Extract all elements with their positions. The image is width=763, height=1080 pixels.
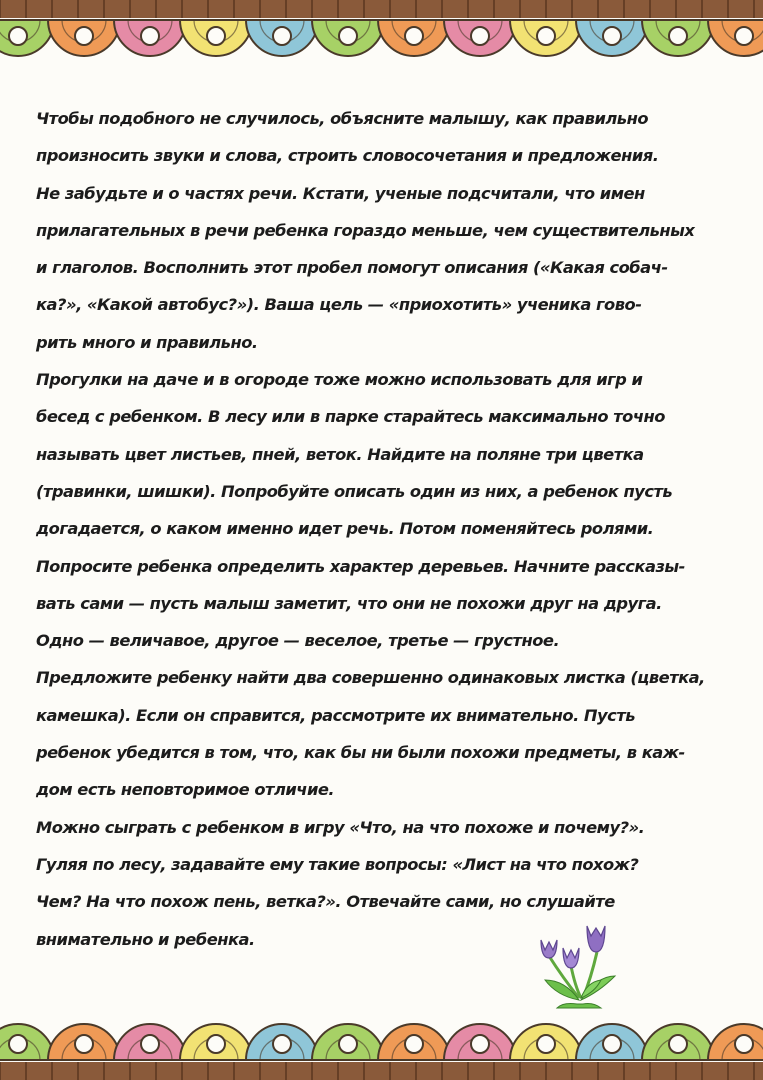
scallop-dot	[339, 1035, 357, 1053]
scallop-dot	[405, 27, 423, 45]
scallop-dot	[141, 1035, 159, 1053]
text-line: догадается, о каком именно идет речь. Потом поменяйтесь ролями.	[36, 519, 654, 539]
scallop-dot	[141, 27, 159, 45]
scallop-dot	[537, 27, 555, 45]
scallop-dot	[603, 27, 621, 45]
scallop-dot	[75, 1035, 93, 1053]
scallop-dot	[735, 27, 753, 45]
text-line: ребенок убедится в том, что, как бы ни были похожи предметы, в каж-	[36, 743, 685, 763]
scallop-dot	[273, 1035, 291, 1053]
text-line: Не забудьте и о частях речи. Кстати, ученые подсчитали, что имен	[36, 183, 645, 203]
text-line: камешка). Если он справится, рассмотрите их внимательно. Пусть	[36, 705, 636, 725]
scallop-dot	[207, 27, 225, 45]
bottom-scalloped-border	[0, 990, 763, 1080]
scallop-dot	[669, 1035, 687, 1053]
scallop-dot	[9, 27, 27, 45]
text-line: Одно — величавое, другое — веселое, третье — грустное.	[36, 631, 560, 651]
text-line: Можно сыграть с ребенком в игру «Что, на что похоже и почему?».	[36, 817, 645, 837]
scallop-dot	[9, 1035, 27, 1053]
scallop-dot	[735, 1035, 753, 1053]
text-line: Предложите ребенку найти два совершенно одинаковых листка (цветка,	[36, 668, 705, 688]
scallop-dot	[75, 27, 93, 45]
scallop-dot	[273, 27, 291, 45]
text-line: бесед с ребенком. В лесу или в парке старайтесь максимально точно	[36, 407, 665, 427]
scallop-dot	[339, 27, 357, 45]
text-line: Попросите ребенка определить характер деревьев. Начните рассказы-	[36, 556, 685, 576]
text-line: Чтобы подобного не случилось, объясните малышу, как правильно	[36, 109, 649, 128]
scallop-dot	[471, 27, 489, 45]
text-line: (травинки, шишки). Попробуйте описать один из них, а ребенок пусть	[36, 481, 673, 501]
text-line: Гуляя по лесу, задавайте ему такие вопросы: «Лист на что похож?	[36, 854, 639, 874]
text-line: Чем? На что похож пень, ветка?». Отвечайте сами, но слушайте	[36, 892, 615, 912]
scallop-dot	[207, 1035, 225, 1053]
scallop-dot	[537, 1035, 555, 1053]
text-line: рить много и правильно.	[36, 332, 258, 352]
text-line: произносить звуки и слова, строить словосочетания и предложения.	[36, 146, 659, 166]
text-line: ка?», «Какой автобус?»). Ваша цель — «приохотить» ученика гово-	[36, 295, 642, 315]
scallop-dot	[405, 1035, 423, 1053]
text-line: Прогулки на даче и в огороде тоже можно использовать для игр и	[36, 370, 643, 390]
scallop-dot	[603, 1035, 621, 1053]
article-text	[36, 100, 744, 958]
text-line: прилагательных в речи ребенка гораздо меньше, чем существительных	[36, 220, 695, 240]
text-line: и глаголов. Восполнить этот пробел помогут описания («Какая собач-	[36, 258, 668, 278]
text-line: вать сами — пусть малыш заметит, что они не похожи друг на друга.	[36, 593, 662, 613]
scallop-dot	[471, 1035, 489, 1053]
text-line: внимательно и ребенка.	[36, 929, 255, 949]
text-line: называть цвет листьев, пней, веток. Найдите на поляне три цветка	[36, 444, 644, 464]
text-line: дом есть неповторимое отличие.	[36, 780, 335, 800]
scallop-dot	[669, 27, 687, 45]
top-scalloped-border	[0, 0, 763, 90]
